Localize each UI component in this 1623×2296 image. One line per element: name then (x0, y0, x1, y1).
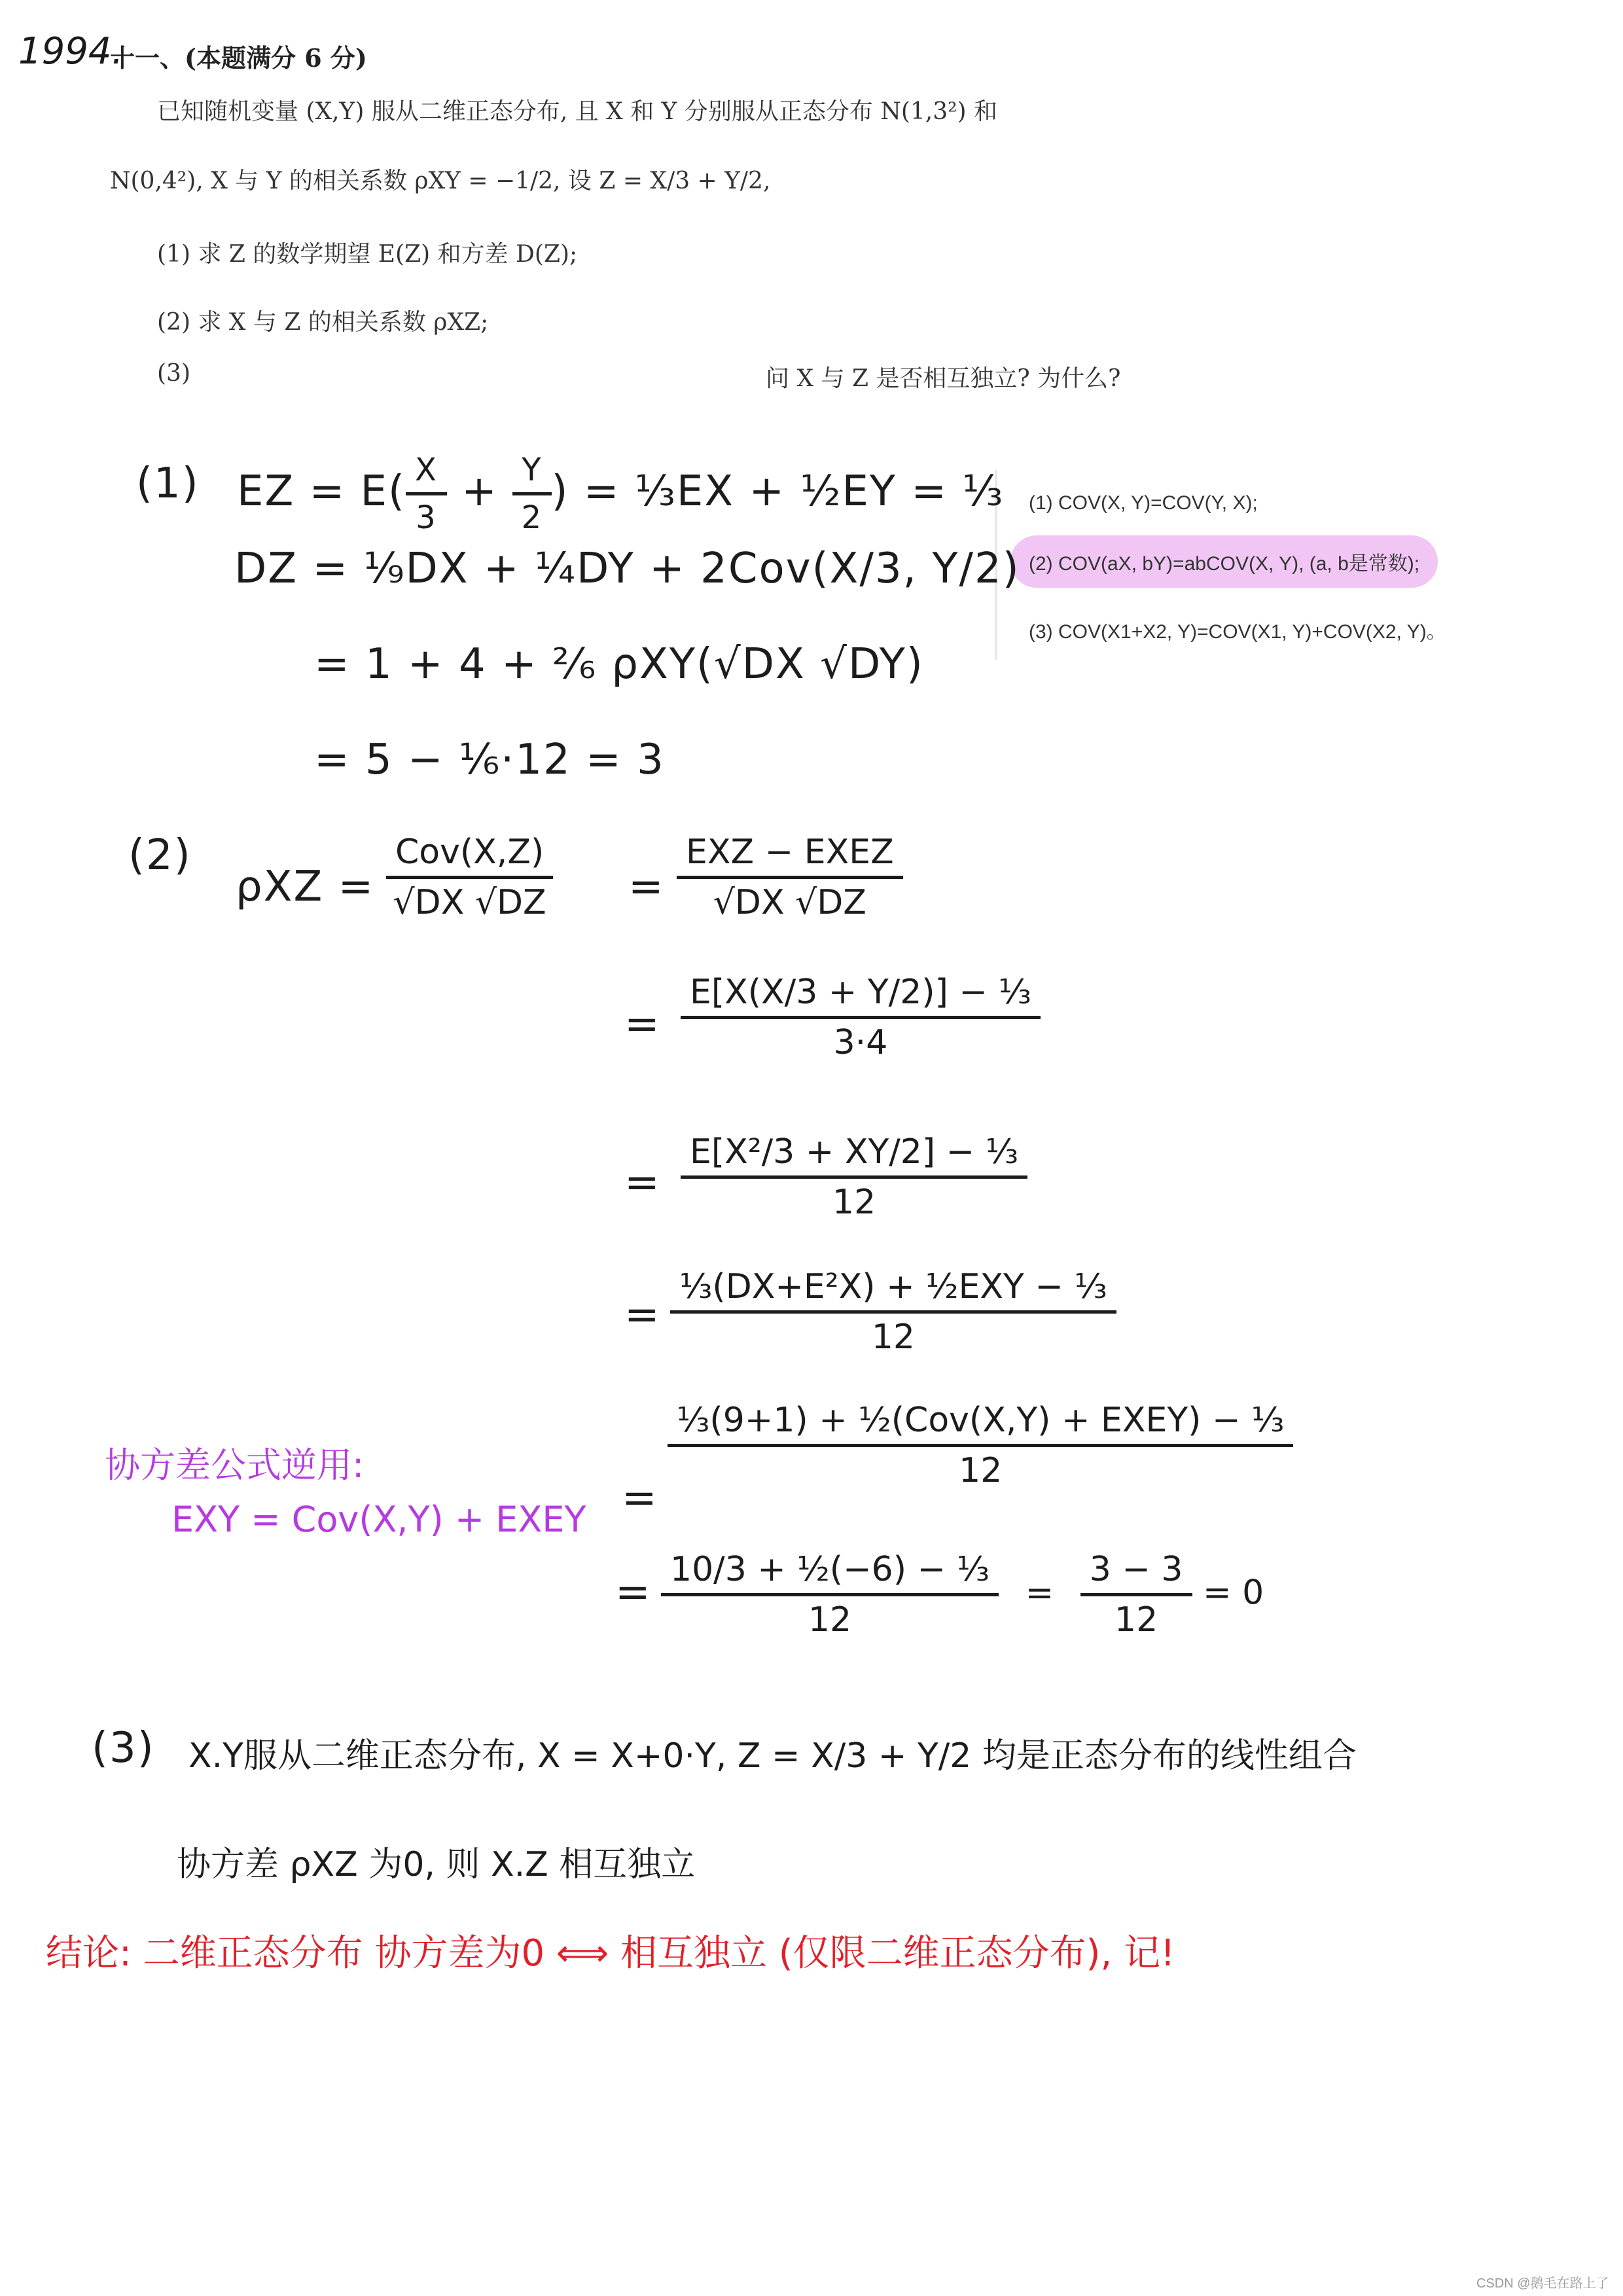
result-zero: = 0 (1203, 1573, 1264, 1613)
solution-1-dz-step3: = 5 − ⅙·12 = 3 (314, 736, 665, 784)
solution-2-step-5 (670, 1267, 1116, 1357)
question-3-text: 问 X 与 Z 是否相互独立? 为什么? (766, 365, 1121, 392)
x-over-3: X 3 (406, 452, 447, 536)
solution-2-step-6 (668, 1401, 1293, 1490)
result-numerator: 3 − 3 (1089, 1550, 1183, 1589)
step-7-numerator: 10/3 + ½(−6) − ⅓ (670, 1550, 990, 1589)
csdn-watermark: CSDN @鹅毛在路上了 (1476, 2276, 1609, 2291)
step-5-numerator: ⅓(DX+E²X) + ½EXY − ⅓ (679, 1267, 1107, 1306)
step-6-numerator: ⅓(9+1) + ½(Cov(X,Y) + EXEY) − ⅓ (677, 1401, 1285, 1440)
equals-sign: = (624, 1158, 661, 1207)
step-3-numerator: E[X(X/3 + Y/2)] − ⅓ (690, 973, 1031, 1012)
purple-note-formula: EXY = Cov(X,Y) + EXEY (171, 1499, 586, 1540)
fraction-2-numerator: EXZ − EXEZ (686, 833, 894, 872)
solution-3-line-1: X.Y服从二维正态分布, X = X+0·Y, Z = X/3 + Y/2 均是正态分布的线性组合 (188, 1736, 1357, 1776)
step-4-denominator: 12 (832, 1183, 876, 1222)
step-4-numerator: E[X²/3 + XY/2] − ⅓ (690, 1132, 1019, 1172)
note-rule-1: (1) COV(X, Y)=COV(Y, X); (1029, 492, 1258, 514)
result-denominator: 12 (1115, 1600, 1158, 1640)
step-5-denominator: 12 (871, 1318, 915, 1357)
question-3-number: (3) (157, 360, 190, 387)
purple-note-title: 协方差公式逆用: (105, 1444, 365, 1486)
solution-1-dz-step2: = 1 + 4 + ²⁄₆ ρXY(√DX √DY) (314, 640, 924, 689)
solution-1-ez: EZ = E( X 3 + Y 2 ) = ⅓EX + ½EY = ⅓ (237, 452, 1005, 536)
conclusion-note: 结论: 二维正态分布 协方差为0 ⟺ 相互独立 (仅限二维正态分布), 记! (46, 1932, 1175, 1975)
equals-sign: = (624, 1000, 661, 1049)
solution-2-step-4 (681, 1132, 1027, 1222)
solution-2-step-7: 10/3 + ½(−6) − ⅓ 12 = 3 − 3 12 = 0 (661, 1550, 1264, 1640)
note-rule-3: (3) COV(X1+X2, Y)=COV(X1, Y)+COV(X2, Y)。 (1029, 621, 1446, 643)
solution-1-label: (1) (136, 459, 200, 508)
solution-2-label: (2) (128, 831, 192, 880)
problem-line-1: 已知随机变量 (X,Y) 服从二维正态分布, 且 X 和 Y 分别服从正态分布 N(1,3²) 和 (157, 98, 998, 125)
question-2: (2) 求 X 与 Z 的相关系数 ρXZ; (157, 309, 489, 336)
equals-sign: = (615, 1568, 652, 1617)
solution-2-step-3 (681, 973, 1041, 1062)
step-6-denominator: 12 (959, 1451, 1003, 1490)
question-1: (1) 求 Z 的数学期望 E(Z) 和方差 D(Z); (157, 241, 578, 268)
solution-2-rho: ρXZ = (236, 863, 375, 911)
equals-sign: = (622, 1474, 658, 1522)
equals-sign: = (624, 1291, 661, 1339)
equals-sign: = (628, 863, 665, 911)
problem-line-2: N(0,4²), X 与 Y 的相关系数 ρXY = −1/2, 设 Z = X/3 + Y/2, (110, 168, 771, 194)
problem-title: 十一、(本题满分 6 分) (110, 43, 367, 73)
year-label: 1994. (18, 30, 124, 73)
ez-rhs: ) = ⅓EX + ½EY = ⅓ (551, 467, 1005, 516)
solution-1-dz: DZ = ⅑DX + ¼DY + 2Cov(X/3, Y/2) (234, 545, 1020, 593)
y-over-2: Y 2 (512, 452, 551, 536)
note-rule-2-highlighted: (2) COV(aX, bY)=abCOV(X, Y), (a, b是常数); (1010, 535, 1438, 588)
solution-3-label: (3) (92, 1724, 155, 1772)
solution-3-line-2: 协方差 ρXZ 为0, 则 X.Z 相互独立 (177, 1845, 696, 1884)
step-7-denominator: 12 (808, 1600, 852, 1640)
solution-2-fraction-2 (677, 833, 903, 922)
fraction-2-denominator: √DX √DZ (713, 883, 866, 922)
fraction-1-numerator: Cov(X,Z) (395, 833, 544, 872)
step-3-denominator: 3·4 (833, 1023, 888, 1062)
fraction-1-denominator: √DX √DZ (393, 883, 546, 922)
solution-2-fraction-1 (386, 833, 553, 922)
ez-lhs: EZ = E( (237, 467, 406, 516)
